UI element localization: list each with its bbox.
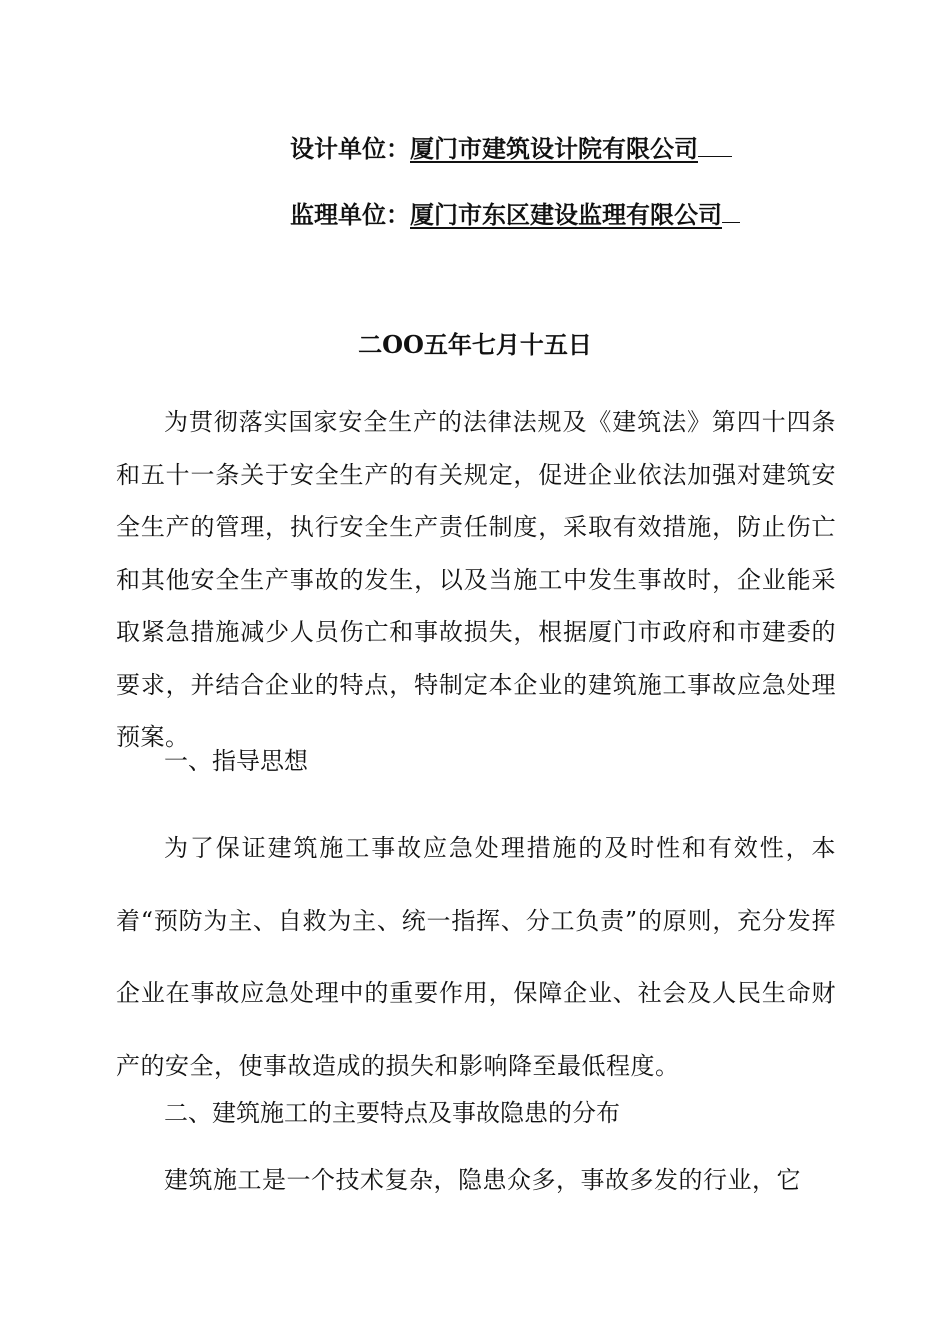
supervision-unit-value: 厦门市东区建设监理有限公司 xyxy=(410,200,722,229)
document-date: 二OO五年七月十五日 xyxy=(358,330,592,359)
section-heading-guiding-principle: 一、指导思想 xyxy=(164,747,308,775)
design-unit-value: 厦门市建筑设计院有限公司 xyxy=(410,134,698,163)
supervision-unit-underline xyxy=(722,198,740,223)
design-unit-underline xyxy=(698,132,732,157)
construction-features-paragraph: 建筑施工是一个技术复杂，隐患众多，事故多发的行业，它 xyxy=(164,1166,801,1194)
intro-paragraph: 为贯彻落实国家安全生产的法律法规及《建筑法》第四十四条和五十一条关于安全生产的有关规定，促进企业依法加强对建筑安全生产的管理，执行安全生产责任制度，采取有效措施，防止伤亡和其他安全生产事故的发生，以及当施工中发生事故时，企业能采取紧急措施减少人员伤亡和事故损失，根据厦门市政府和市建委的要求，并结合企业的特点，特制定本企业的建筑施工事故应急处理预案。 xyxy=(116,408,836,751)
supervision-unit-line xyxy=(290,198,740,230)
supervision-unit-label: 监理单位： xyxy=(290,200,410,229)
design-unit-label: 设计单位： xyxy=(290,134,410,163)
section-heading-construction-features: 二、建筑施工的主要特点及事故隐患的分布 xyxy=(164,1099,620,1127)
design-unit-line xyxy=(290,132,732,164)
guiding-principle-paragraph: 为了保证建筑施工事故应急处理措施的及时性和有效性，本着“预防为主、自救为主、统一指挥、分工负责”的原则，充分发挥企业在事故应急处理中的重要作用，保障企业、社会及人民生命财产的安全，使事故造成的损失和影响降至最低程度。 xyxy=(116,834,836,1080)
